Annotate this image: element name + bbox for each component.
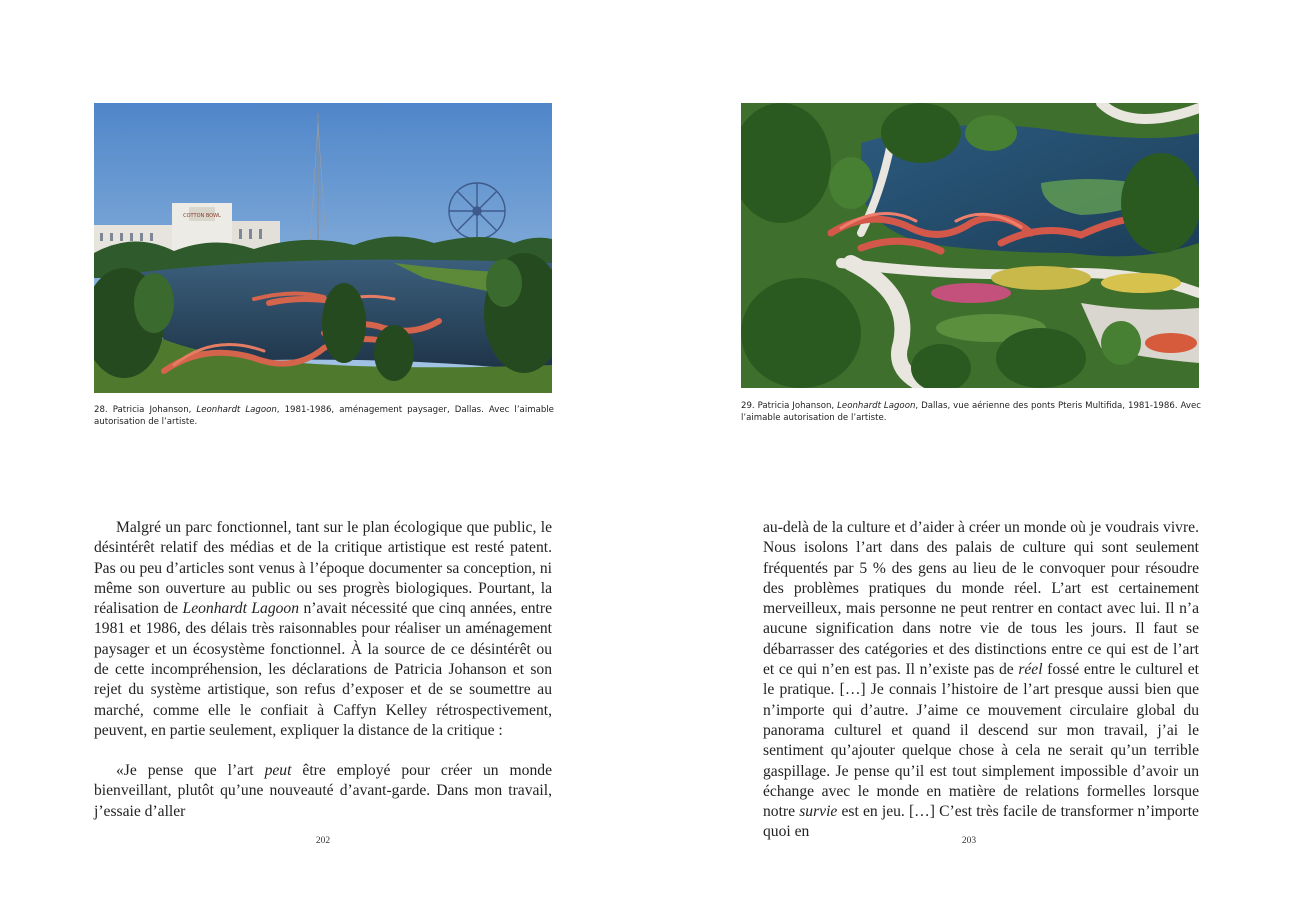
paragraph-artwork-title: Leonhardt Lagoon xyxy=(182,600,300,618)
photo-leonhardt-lagoon-aerial xyxy=(741,103,1199,388)
quote-emphasis-survie: survie xyxy=(799,803,838,821)
paragraph-text-1: Malgré un parc fonctionnel, tant sur le plan écologique que public, le désintérêt relatif des médias et de la critique artistique est resté patent. Pas ou peu d’articles sont venus à l’époque documenter sa conception, ni même son ouverture au public ou ses progrès biologiques. Pourtant, la réalisation de xyxy=(94,519,552,618)
paragraph-text-2: n’avait nécessité que cinq années, entre 1981 et 1986, des délais très raisonnables pour réaliser un aménagement paysager et un écosystème fonctionnel. À la source de ce désintérêt ou de cette incompréhension, les déclarations de Patricia Johanson et son rejet du système artistique, son refus d’exposer et de se soumettre au marché, comme elle le confiait à Caffyn Kelley rétrospectivement, peuvent, en partie seulement, expliquer la distance de la critique : xyxy=(94,600,552,739)
caption-suffix: , 1981-1986, aménagement paysager, Dallas. Avec l’aimable autorisation de l’artiste. xyxy=(94,405,554,427)
body-paragraph xyxy=(94,518,552,741)
photo-leonhardt-lagoon-skyline xyxy=(94,103,552,393)
caption-title: Leonhardt Lagoon xyxy=(196,405,277,415)
quote-text-1: au-delà de la culture et d’aider à créer un monde où je voudrais vivre. Nous isolons l’art dans des palais de culture qui sont seulement fréquentés par 5 % des gens au lieu de le convoquer pour résoudre des problèmes pratiques du monde réel. L’art est certainement merveilleux, mais personne ne peut rentrer en contact avec lui. Il n’a aucune signification dans notre vie de tous les jours. Il faut se débarrasser des catégories et des distinctions entre ce qui est de l’art et ce qui n’en est pas. Il n’existe pas de xyxy=(763,519,1199,679)
quote-text-2: fossé entre le culturel et le pratique. […] Je connais l’histoire de l’art presque aussi bien que n’importe qui d’autre. J’aime ce mouvement circulaire global du panorama culturel et quand il descend sur mon travail, j’ai le sentiment qu’ajouter quelque chose à cela ne serait qu’un terrible gaspillage. Je pense qu’il est tout simplement impossible d’avoir un échange avec le monde en matière de relations formelles lorsque notre xyxy=(763,661,1199,821)
photo-sign-text: COTTON BOWL xyxy=(183,213,221,219)
page-number: 202 xyxy=(315,836,331,846)
caption-title: Leonhardt Lagoon xyxy=(837,401,916,411)
quote-emphasis-reel: réel xyxy=(1018,661,1043,679)
right-page xyxy=(646,0,1292,904)
caption-prefix: 29. Patricia Johanson, xyxy=(741,401,838,411)
caption-suffix: , Dallas, vue aérienne des ponts Pteris Multifida, 1981-1986. Avec l’aimable autorisation de l’artiste. xyxy=(741,401,1201,423)
figure-caption xyxy=(741,400,1201,424)
caption-prefix: 28. Patricia Johanson, xyxy=(94,405,197,415)
photo-image xyxy=(741,103,1199,388)
quote-text-2: être employé pour créer un monde bienveillant, plutôt qu’une nouveauté d’avant-garde. Dans mon travail, j’essaie d’aller xyxy=(94,762,552,820)
photo-image xyxy=(94,103,552,393)
quote-continuation xyxy=(763,518,1199,843)
page-number: 203 xyxy=(961,836,977,846)
quote-text-1: «Je pense que l’art xyxy=(116,762,265,779)
quote-paragraph xyxy=(94,761,552,822)
figure-caption xyxy=(94,404,554,428)
quote-emphasis: peut xyxy=(264,762,292,779)
quote-text-3: est en jeu. […] C’est très facile de transformer n’importe quoi en xyxy=(763,803,1199,841)
